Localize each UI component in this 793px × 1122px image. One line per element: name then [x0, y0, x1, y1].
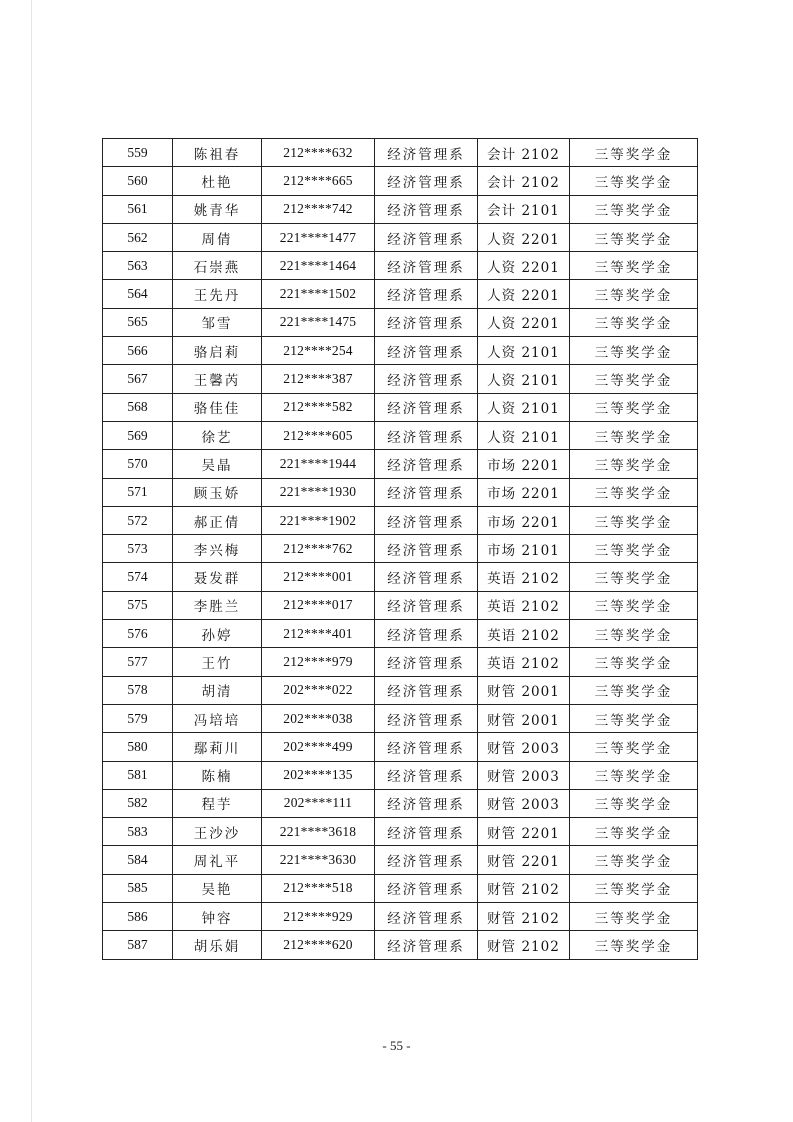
award-level-cell: 三等奖学金	[570, 167, 698, 195]
table-row	[103, 535, 698, 563]
class-name-cell: 财管 2201	[478, 818, 570, 846]
student-id-cell: 202****022	[262, 676, 375, 704]
table-row	[103, 676, 698, 704]
student-name-cell: 胡清	[173, 676, 262, 704]
table-row	[103, 874, 698, 902]
department-cell: 经济管理系	[375, 308, 478, 336]
award-level-cell: 三等奖学金	[570, 761, 698, 789]
department-cell: 经济管理系	[375, 252, 478, 280]
student-id-cell: 202****111	[262, 789, 375, 817]
student-name-cell: 顾玉娇	[173, 478, 262, 506]
department-cell: 经济管理系	[375, 676, 478, 704]
student-id-cell: 221****3618	[262, 818, 375, 846]
student-id-cell: 202****135	[262, 761, 375, 789]
row-number-cell: 561	[103, 195, 173, 223]
award-level-cell: 三等奖学金	[570, 393, 698, 421]
department-cell: 经济管理系	[375, 195, 478, 223]
table-row	[103, 733, 698, 761]
class-name-cell: 人资 2101	[478, 337, 570, 365]
student-name-cell: 王沙沙	[173, 818, 262, 846]
student-name-cell: 吴晶	[173, 450, 262, 478]
page-number: - 55 -	[382, 1038, 411, 1053]
row-number-cell: 579	[103, 704, 173, 732]
student-id-cell: 212****665	[262, 167, 375, 195]
award-level-cell: 三等奖学金	[570, 903, 698, 931]
row-number-cell: 577	[103, 648, 173, 676]
award-level-cell: 三等奖学金	[570, 252, 698, 280]
class-name-cell: 财管 2102	[478, 874, 570, 902]
student-id-cell: 212****632	[262, 139, 375, 167]
row-number-cell: 586	[103, 903, 173, 931]
student-name-cell: 骆启莉	[173, 337, 262, 365]
student-name-cell: 冯培培	[173, 704, 262, 732]
row-number-cell: 585	[103, 874, 173, 902]
award-level-cell: 三等奖学金	[570, 846, 698, 874]
row-number-cell: 559	[103, 139, 173, 167]
award-level-cell: 三等奖学金	[570, 450, 698, 478]
table-row	[103, 280, 698, 308]
row-number-cell: 571	[103, 478, 173, 506]
table-body	[103, 139, 698, 960]
class-name-cell: 人资 2201	[478, 252, 570, 280]
class-name-cell: 人资 2101	[478, 393, 570, 421]
student-name-cell: 陈楠	[173, 761, 262, 789]
award-level-cell: 三等奖学金	[570, 478, 698, 506]
department-cell: 经济管理系	[375, 478, 478, 506]
student-name-cell: 杜艳	[173, 167, 262, 195]
class-name-cell: 英语 2102	[478, 648, 570, 676]
student-id-cell: 212****742	[262, 195, 375, 223]
department-cell: 经济管理系	[375, 393, 478, 421]
department-cell: 经济管理系	[375, 506, 478, 534]
table-row	[103, 818, 698, 846]
award-level-cell: 三等奖学金	[570, 280, 698, 308]
student-name-cell: 聂发群	[173, 563, 262, 591]
department-cell: 经济管理系	[375, 931, 478, 959]
table-row	[103, 308, 698, 336]
award-level-cell: 三等奖学金	[570, 676, 698, 704]
award-level-cell: 三等奖学金	[570, 421, 698, 449]
class-name-cell: 财管 2201	[478, 846, 570, 874]
department-cell: 经济管理系	[375, 223, 478, 251]
row-number-cell: 560	[103, 167, 173, 195]
student-id-cell: 212****605	[262, 421, 375, 449]
department-cell: 经济管理系	[375, 874, 478, 902]
award-level-cell: 三等奖学金	[570, 620, 698, 648]
class-name-cell: 会计 2101	[478, 195, 570, 223]
table-row	[103, 846, 698, 874]
row-number-cell: 580	[103, 733, 173, 761]
class-name-cell: 人资 2101	[478, 365, 570, 393]
row-number-cell: 578	[103, 676, 173, 704]
student-name-cell: 鄢莉川	[173, 733, 262, 761]
award-level-cell: 三等奖学金	[570, 874, 698, 902]
award-level-cell: 三等奖学金	[570, 535, 698, 563]
department-cell: 经济管理系	[375, 789, 478, 817]
class-name-cell: 会计 2102	[478, 167, 570, 195]
student-name-cell: 钟容	[173, 903, 262, 931]
award-level-cell: 三等奖学金	[570, 931, 698, 959]
student-name-cell: 周礼平	[173, 846, 262, 874]
class-name-cell: 英语 2102	[478, 591, 570, 619]
award-level-cell: 三等奖学金	[570, 563, 698, 591]
table-row	[103, 252, 698, 280]
row-number-cell: 569	[103, 421, 173, 449]
row-number-cell: 582	[103, 789, 173, 817]
student-name-cell: 石崇燕	[173, 252, 262, 280]
student-name-cell: 郝正倩	[173, 506, 262, 534]
table-row	[103, 789, 698, 817]
row-number-cell: 568	[103, 393, 173, 421]
row-number-cell: 575	[103, 591, 173, 619]
table-row	[103, 365, 698, 393]
scholarship-table	[102, 138, 698, 960]
student-id-cell: 221****3630	[262, 846, 375, 874]
department-cell: 经济管理系	[375, 139, 478, 167]
row-number-cell: 570	[103, 450, 173, 478]
department-cell: 经济管理系	[375, 704, 478, 732]
student-id-cell: 221****1464	[262, 252, 375, 280]
student-id-cell: 212****017	[262, 591, 375, 619]
department-cell: 经济管理系	[375, 167, 478, 195]
award-level-cell: 三等奖学金	[570, 818, 698, 846]
student-id-cell: 212****001	[262, 563, 375, 591]
table-row	[103, 620, 698, 648]
student-id-cell: 202****499	[262, 733, 375, 761]
student-name-cell: 王馨芮	[173, 365, 262, 393]
department-cell: 经济管理系	[375, 421, 478, 449]
department-cell: 经济管理系	[375, 450, 478, 478]
department-cell: 经济管理系	[375, 535, 478, 563]
student-id-cell: 221****1475	[262, 308, 375, 336]
class-name-cell: 财管 2003	[478, 789, 570, 817]
department-cell: 经济管理系	[375, 563, 478, 591]
row-number-cell: 581	[103, 761, 173, 789]
department-cell: 经济管理系	[375, 733, 478, 761]
student-id-cell: 212****254	[262, 337, 375, 365]
class-name-cell: 市场 2201	[478, 450, 570, 478]
table-row	[103, 223, 698, 251]
class-name-cell: 英语 2102	[478, 563, 570, 591]
class-name-cell: 财管 2001	[478, 704, 570, 732]
page-edge	[31, 0, 32, 1122]
department-cell: 经济管理系	[375, 818, 478, 846]
student-id-cell: 221****1944	[262, 450, 375, 478]
table-row	[103, 450, 698, 478]
award-level-cell: 三等奖学金	[570, 365, 698, 393]
table-row	[103, 704, 698, 732]
award-level-cell: 三等奖学金	[570, 704, 698, 732]
department-cell: 经济管理系	[375, 591, 478, 619]
row-number-cell: 563	[103, 252, 173, 280]
row-number-cell: 584	[103, 846, 173, 874]
student-id-cell: 202****038	[262, 704, 375, 732]
table-row	[103, 478, 698, 506]
department-cell: 经济管理系	[375, 365, 478, 393]
student-name-cell: 李兴梅	[173, 535, 262, 563]
student-id-cell: 212****582	[262, 393, 375, 421]
row-number-cell: 566	[103, 337, 173, 365]
department-cell: 经济管理系	[375, 761, 478, 789]
student-name-cell: 邹雪	[173, 308, 262, 336]
student-id-cell: 212****762	[262, 535, 375, 563]
student-id-cell: 212****620	[262, 931, 375, 959]
award-level-cell: 三等奖学金	[570, 733, 698, 761]
row-number-cell: 576	[103, 620, 173, 648]
award-level-cell: 三等奖学金	[570, 506, 698, 534]
student-name-cell: 程芋	[173, 789, 262, 817]
table-row	[103, 563, 698, 591]
table-row	[103, 139, 698, 167]
student-name-cell: 王先丹	[173, 280, 262, 308]
class-name-cell: 财管 2001	[478, 676, 570, 704]
student-name-cell: 吴艳	[173, 874, 262, 902]
class-name-cell: 财管 2102	[478, 931, 570, 959]
award-level-cell: 三等奖学金	[570, 223, 698, 251]
class-name-cell: 财管 2102	[478, 903, 570, 931]
student-id-cell: 221****1902	[262, 506, 375, 534]
award-level-cell: 三等奖学金	[570, 195, 698, 223]
student-name-cell: 李胜兰	[173, 591, 262, 619]
class-name-cell: 市场 2201	[478, 506, 570, 534]
table-row	[103, 903, 698, 931]
student-name-cell: 骆佳佳	[173, 393, 262, 421]
award-level-cell: 三等奖学金	[570, 139, 698, 167]
class-name-cell: 人资 2201	[478, 223, 570, 251]
award-level-cell: 三等奖学金	[570, 789, 698, 817]
student-id-cell: 212****979	[262, 648, 375, 676]
department-cell: 经济管理系	[375, 280, 478, 308]
department-cell: 经济管理系	[375, 648, 478, 676]
row-number-cell: 574	[103, 563, 173, 591]
table-row	[103, 761, 698, 789]
student-name-cell: 姚青华	[173, 195, 262, 223]
class-name-cell: 人资 2101	[478, 421, 570, 449]
table-row	[103, 393, 698, 421]
row-number-cell: 573	[103, 535, 173, 563]
department-cell: 经济管理系	[375, 903, 478, 931]
table-row	[103, 591, 698, 619]
table-row	[103, 167, 698, 195]
student-id-cell: 221****1502	[262, 280, 375, 308]
row-number-cell: 564	[103, 280, 173, 308]
table-row	[103, 648, 698, 676]
class-name-cell: 英语 2102	[478, 620, 570, 648]
row-number-cell: 572	[103, 506, 173, 534]
table-row	[103, 506, 698, 534]
table-row	[103, 421, 698, 449]
row-number-cell: 562	[103, 223, 173, 251]
class-name-cell: 市场 2201	[478, 478, 570, 506]
class-name-cell: 市场 2101	[478, 535, 570, 563]
student-id-cell: 212****518	[262, 874, 375, 902]
class-name-cell: 会计 2102	[478, 139, 570, 167]
award-level-cell: 三等奖学金	[570, 648, 698, 676]
class-name-cell: 财管 2003	[478, 733, 570, 761]
student-id-cell: 212****387	[262, 365, 375, 393]
award-level-cell: 三等奖学金	[570, 337, 698, 365]
award-level-cell: 三等奖学金	[570, 308, 698, 336]
table-row	[103, 931, 698, 959]
student-name-cell: 王竹	[173, 648, 262, 676]
student-id-cell: 221****1930	[262, 478, 375, 506]
award-level-cell: 三等奖学金	[570, 591, 698, 619]
student-name-cell: 徐艺	[173, 421, 262, 449]
row-number-cell: 587	[103, 931, 173, 959]
class-name-cell: 财管 2003	[478, 761, 570, 789]
department-cell: 经济管理系	[375, 620, 478, 648]
table-row	[103, 337, 698, 365]
student-id-cell: 212****401	[262, 620, 375, 648]
student-id-cell: 212****929	[262, 903, 375, 931]
student-name-cell: 周倩	[173, 223, 262, 251]
row-number-cell: 565	[103, 308, 173, 336]
class-name-cell: 人资 2201	[478, 280, 570, 308]
department-cell: 经济管理系	[375, 337, 478, 365]
row-number-cell: 567	[103, 365, 173, 393]
student-id-cell: 221****1477	[262, 223, 375, 251]
department-cell: 经济管理系	[375, 846, 478, 874]
student-name-cell: 孙婷	[173, 620, 262, 648]
row-number-cell: 583	[103, 818, 173, 846]
class-name-cell: 人资 2201	[478, 308, 570, 336]
student-name-cell: 陈祖春	[173, 139, 262, 167]
student-name-cell: 胡乐娟	[173, 931, 262, 959]
table-row	[103, 195, 698, 223]
